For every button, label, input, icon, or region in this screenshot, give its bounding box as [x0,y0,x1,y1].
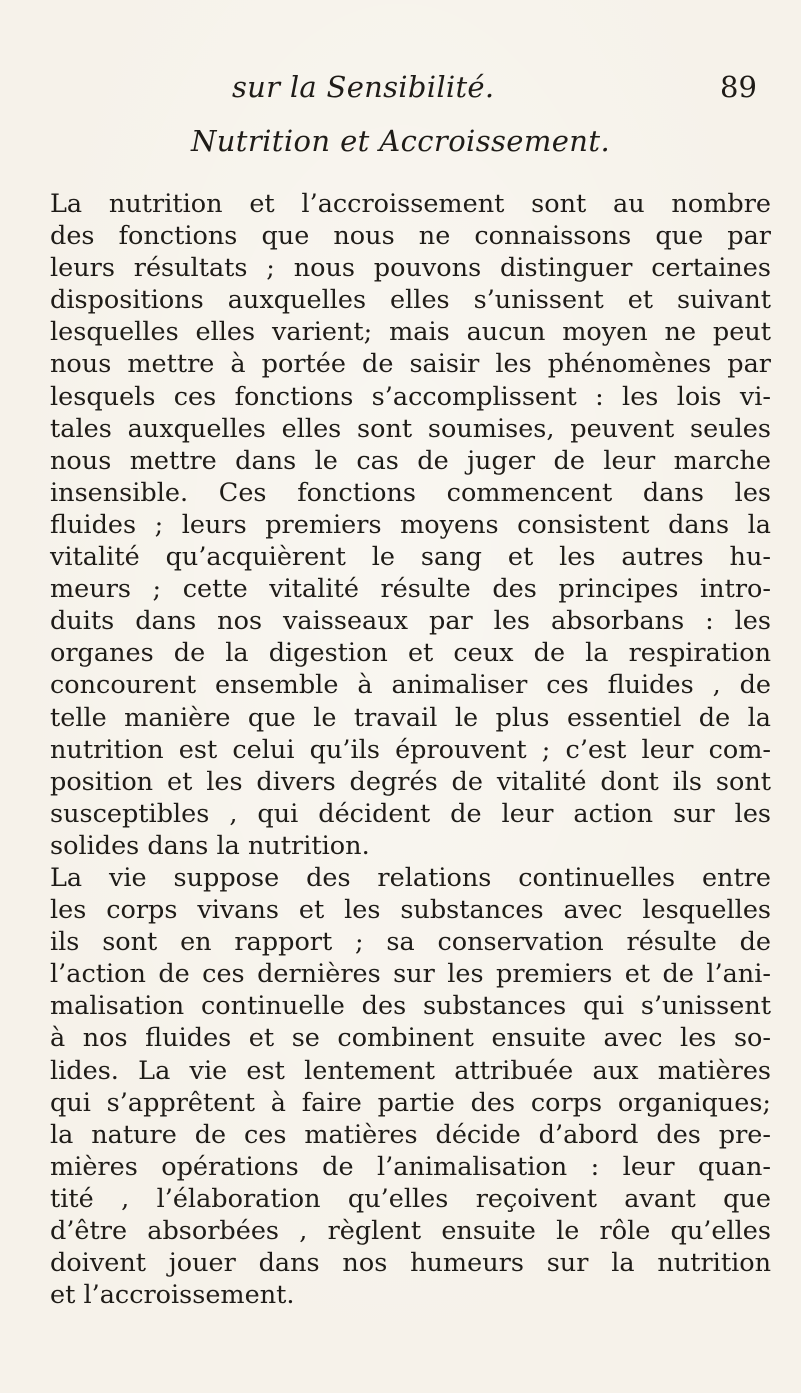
text-line: des fonctions que nous ne connaissons que par [50,221,771,252]
text-line: La nutrition et l’accroissement sont au nombre [50,189,771,219]
text-line: meurs ; cette vitalité résulte des principes intro- [50,574,771,605]
text-line: d’être absorbées , règlent ensuite le rôle qu’elles [50,1216,771,1246]
text-line: organes de la digestion et ceux de la respiration [50,638,771,669]
text-line: fluides ; leurs premiers moyens consistent dans la [50,509,771,540]
text-line: concourent ensemble à animaliser ces fluides , de [50,670,771,701]
text-line: à nos fluides et se combinent ensuite avec les so- [50,1023,771,1054]
text-line: nous mettre dans le cas de juger de leur marche [50,445,771,476]
running-title: sur la Sensibilité. [232,70,495,104]
text-line: doivent jouer dans nos humeurs sur la nutrition [50,1248,771,1279]
text-line: La vie suppose des relations continuelles entre [50,862,771,893]
running-head [0,70,801,110]
text-line: lesquelles elles varient; mais aucun moyen ne peut [50,317,771,348]
text-line: nous mettre à portée de saisir les phénomènes par [50,349,771,380]
text-line: les corps vivans et les substances avec lesquelles [50,895,771,926]
text-line: lides. La vie est lentement attribuée aux matières [50,1055,771,1086]
text-line: lesquels ces fonctions s’accomplissent : les lois vi- [50,381,771,412]
text-line: tité , l’élaboration qu’elles reçoivent avant que [50,1183,771,1214]
text-line: nutrition est celui qu’ils éprouvent ; c’est leur com- [50,734,771,765]
text-line: ils sont en rapport ; sa conservation résulte de [50,927,771,958]
text-line: malisation continuelle des substances qui s’unissent [50,991,771,1022]
body-text [50,188,771,1311]
text-line: la nature de ces matières décide d’abord des pre- [50,1119,771,1150]
text-line: solides dans la nutrition. [50,830,370,861]
text-line: vitalité qu’acquièrent le sang et les autres hu- [50,542,771,573]
text-line: insensible. Ces fonctions commencent dans les [50,477,771,508]
text-line: dispositions auxquelles elles s’unissent et suivant [50,285,771,316]
text-line: mières opérations de l’animalisation : leur quan- [50,1151,771,1182]
text-line: duits dans nos vaisseaux par les absorbans : les [50,606,771,637]
text-line: l’action de ces dernières sur les premiers et de l’ani- [50,959,771,990]
text-line: leurs résultats ; nous pouvons distinguer certaines [50,253,771,284]
text-line: qui s’apprêtent à faire partie des corps organiques; [50,1087,771,1118]
page-number: 89 [720,70,757,104]
text-line: et l’accroissement. [50,1280,295,1311]
text-line: position et les divers degrés de vitalité dont ils sont [50,766,771,797]
text-line: tales auxquelles elles sont soumises, peuvent seules [50,413,771,444]
text-line: susceptibles , qui décident de leur action sur les [50,798,771,829]
text-line: telle manière que le travail le plus essentiel de la [50,702,771,733]
section-heading: Nutrition et Accroissement. [190,124,611,158]
